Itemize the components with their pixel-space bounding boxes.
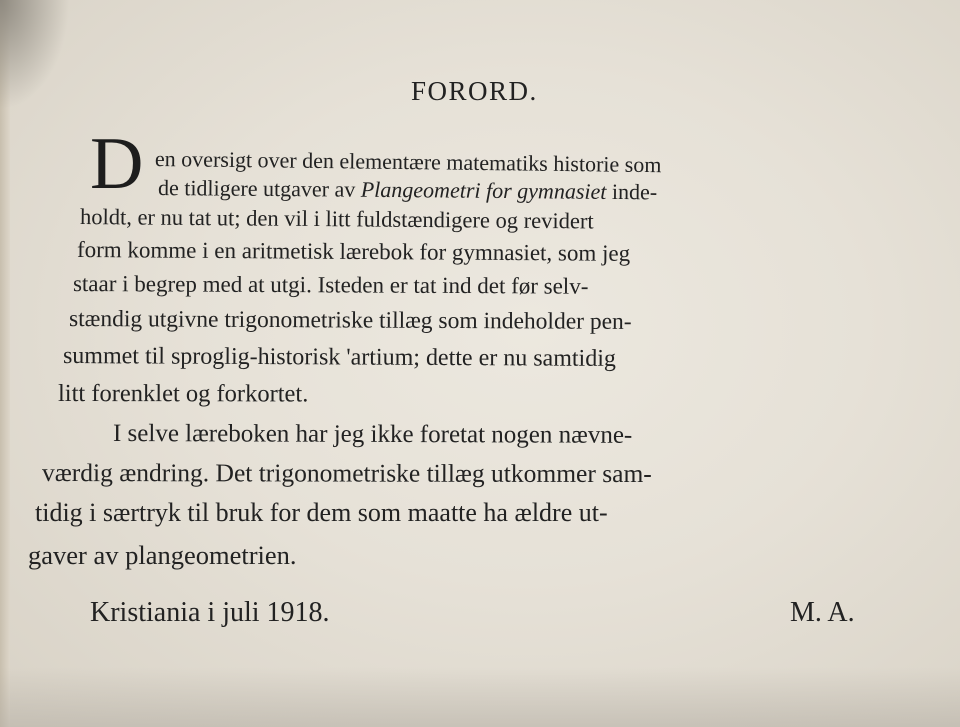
text-run: stændig utgivne trigonometriske tillæg som indeholder pen- [68, 306, 632, 335]
text-run: staar i begrep med at utgi. Isteden er tat ind det før selv- [72, 271, 589, 299]
text-line [113, 420, 632, 450]
page-heading: FORORD. [411, 76, 538, 106]
text-line [35, 498, 608, 528]
drop-cap: D [90, 123, 144, 205]
text-run: summet til sproglig-historisk 'artium; dette er nu samtidig [62, 343, 617, 372]
text-run: holdt, er nu tat ut; den vil i litt fuldstændigere og revidert [79, 204, 594, 234]
text-run: litt forenklet og forkortet. [57, 380, 309, 408]
text-line [73, 271, 589, 300]
text-run: en oversigt over den elementære matematiks historie som [154, 146, 662, 178]
text-line [69, 306, 632, 336]
text-line [80, 204, 594, 234]
text-run: form komme i en aritmetisk lærebok for gymnasiet, som jeg [76, 237, 631, 266]
text-line [77, 237, 630, 267]
text-line [158, 175, 657, 205]
text-line [155, 146, 662, 178]
text-run: gaver av plangeometrien. [28, 540, 297, 570]
text-run: inde- [606, 178, 658, 205]
corner-shadow [0, 0, 70, 110]
text-run: I selve læreboken har jeg ikke foretat nogen nævne- [112, 420, 633, 449]
place-and-date: Kristiania i juli 1918. [90, 597, 330, 628]
text-run: de tidligere utgaver av [157, 175, 361, 202]
text-run: tidig i særtryk til bruk for dem som maatte ha ældre ut- [35, 498, 608, 527]
italic-text: Plangeometri for gymnasiet [360, 176, 607, 204]
text-line [28, 540, 297, 571]
text-run: værdig ændring. Det trigonometriske tillæg utkommer sam- [41, 458, 652, 489]
author-initials: M. A. [790, 597, 855, 628]
text-line [58, 380, 308, 408]
text-line [42, 458, 652, 489]
text-line [63, 343, 616, 373]
bottom-shadow [0, 667, 960, 727]
